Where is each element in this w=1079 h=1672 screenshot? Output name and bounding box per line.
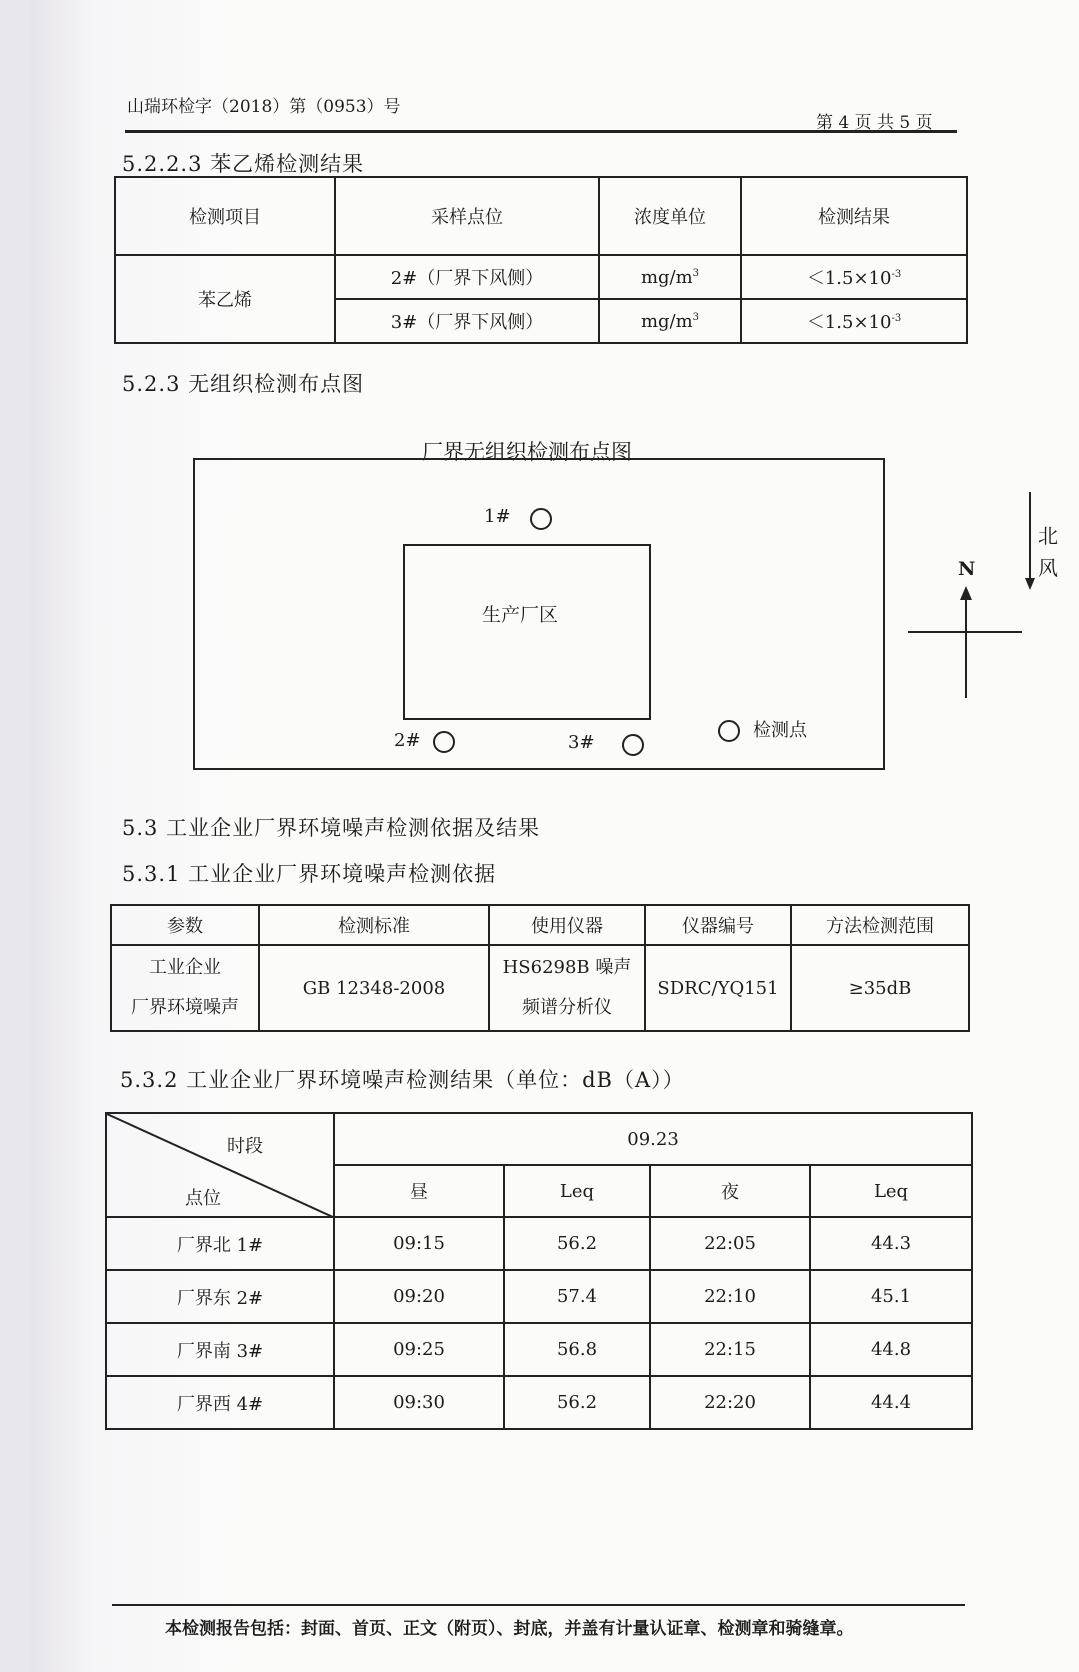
noise-basis-heading: 5.3.1 工业企业厂界环境噪声检测依据 bbox=[122, 862, 497, 886]
th-night-leq: Leq bbox=[810, 1165, 972, 1217]
night-time: 22:10 bbox=[650, 1270, 810, 1323]
day-time: 09:15 bbox=[334, 1217, 504, 1270]
report-page bbox=[30, 0, 1079, 1672]
day-leq: 56.2 bbox=[504, 1376, 650, 1429]
unit-exponent: 3 bbox=[692, 311, 700, 323]
table-row bbox=[106, 1323, 972, 1376]
th-night: 夜 bbox=[650, 1165, 810, 1217]
corner-point-label: 点位 bbox=[185, 1188, 221, 1209]
corner-time-label: 时段 bbox=[227, 1136, 263, 1157]
unit-cell bbox=[599, 299, 741, 343]
unit: mg/m bbox=[640, 310, 693, 332]
result: ＜1.5×10 bbox=[806, 268, 892, 289]
night-time: 22:05 bbox=[650, 1217, 810, 1270]
point-name: 厂界南 3# bbox=[106, 1323, 334, 1376]
wind-label-1: 北 bbox=[1038, 524, 1058, 548]
legend-label: 检测点 bbox=[753, 720, 807, 741]
layout-heading: 5.2.3 无组织检测布点图 bbox=[122, 372, 365, 396]
header-rule bbox=[125, 130, 957, 133]
th-day: 昼 bbox=[334, 1165, 504, 1217]
day-leq: 56.2 bbox=[504, 1217, 650, 1270]
th-range: 方法检测范围 bbox=[791, 905, 969, 945]
day-time: 09:25 bbox=[334, 1323, 504, 1376]
point-label-1: 1# bbox=[484, 506, 511, 527]
th-sampling-point: 采样点位 bbox=[335, 177, 599, 255]
point-name: 厂界北 1# bbox=[106, 1217, 334, 1270]
th-param: 参数 bbox=[111, 905, 259, 945]
noise-result-table bbox=[105, 1112, 973, 1430]
standard: GB 12348-2008 bbox=[259, 945, 489, 1031]
instrument-no: SDRC/YQ151 bbox=[645, 945, 791, 1031]
unit: mg/m bbox=[640, 266, 693, 288]
legend-point-symbol bbox=[718, 720, 740, 742]
date-header: 09.23 bbox=[334, 1113, 972, 1165]
param-cell bbox=[111, 945, 259, 1031]
instrument-cell bbox=[489, 945, 645, 1031]
result-exponent: -3 bbox=[891, 313, 902, 324]
instrument-line-2: 频谱分析仪 bbox=[522, 997, 612, 1018]
night-leq: 44.4 bbox=[810, 1376, 972, 1429]
footer-rule bbox=[112, 1604, 965, 1606]
th-unit: 浓度单位 bbox=[599, 177, 741, 255]
th-item: 检测项目 bbox=[115, 177, 335, 255]
day-leq: 57.4 bbox=[504, 1270, 650, 1323]
th-instrument: 使用仪器 bbox=[489, 905, 645, 945]
monitoring-point-1 bbox=[530, 508, 552, 530]
param-line-2: 厂界环境噪声 bbox=[131, 997, 239, 1018]
monitoring-point-2 bbox=[433, 731, 455, 753]
night-leq: 44.3 bbox=[810, 1217, 972, 1270]
north-label: N bbox=[958, 558, 976, 580]
wind-label-2: 风 bbox=[1038, 556, 1058, 580]
corner-cell bbox=[106, 1113, 334, 1217]
sampling-point: 3#（厂界下风侧） bbox=[335, 299, 599, 343]
styrene-heading: 5.2.2.3 苯乙烯检测结果 bbox=[122, 152, 365, 176]
day-time: 09:20 bbox=[334, 1270, 504, 1323]
layout-title: 厂界无组织检测布点图 bbox=[422, 440, 632, 464]
th-result: 检测结果 bbox=[741, 177, 967, 255]
footer-note: 本检测报告包括：封面、首页、正文（附页）、封底，并盖有计量认证章、检测章和骑缝章。 bbox=[165, 1619, 854, 1639]
table-row bbox=[106, 1217, 972, 1270]
param-line-1: 工业企业 bbox=[149, 957, 221, 978]
night-leq: 45.1 bbox=[810, 1270, 972, 1323]
result-cell bbox=[741, 255, 967, 299]
compass-icon bbox=[900, 480, 1070, 700]
table-row bbox=[106, 1376, 972, 1429]
monitoring-point-3 bbox=[622, 734, 644, 756]
noise-result-heading: 5.3.2 工业企业厂界环境噪声检测结果（单位：dB（A）） bbox=[120, 1068, 685, 1092]
noise-basis-table bbox=[110, 904, 970, 1032]
production-area bbox=[403, 544, 651, 720]
page-info: 第 4 页 共 5 页 bbox=[816, 113, 933, 133]
day-time: 09:30 bbox=[334, 1376, 504, 1429]
production-area-label: 生产厂区 bbox=[482, 604, 559, 626]
point-label-3: 3# bbox=[568, 732, 595, 753]
instrument-line-1: HS6298B 噪声 bbox=[502, 957, 632, 978]
day-leq: 56.8 bbox=[504, 1323, 650, 1376]
night-leq: 44.8 bbox=[810, 1323, 972, 1376]
noise-heading: 5.3 工业企业厂界环境噪声检测依据及结果 bbox=[122, 816, 541, 840]
th-day-leq: Leq bbox=[504, 1165, 650, 1217]
th-instrument-no: 仪器编号 bbox=[645, 905, 791, 945]
table-row bbox=[106, 1270, 972, 1323]
styrene-item: 苯乙烯 bbox=[115, 255, 335, 343]
result: ＜1.5×10 bbox=[806, 312, 892, 333]
night-time: 22:15 bbox=[650, 1323, 810, 1376]
sampling-point: 2#（厂界下风侧） bbox=[335, 255, 599, 299]
detection-range: ≥35dB bbox=[791, 945, 969, 1031]
point-name: 厂界西 4# bbox=[106, 1376, 334, 1429]
night-time: 22:20 bbox=[650, 1376, 810, 1429]
report-number: 山瑞环检字（2018）第（0953）号 bbox=[127, 97, 401, 117]
point-label-2: 2# bbox=[394, 730, 421, 751]
unit-exponent: 3 bbox=[692, 267, 700, 279]
styrene-table bbox=[114, 176, 968, 344]
unit-cell bbox=[599, 255, 741, 299]
result-exponent: -3 bbox=[891, 269, 902, 280]
th-standard: 检测标准 bbox=[259, 905, 489, 945]
point-name: 厂界东 2# bbox=[106, 1270, 334, 1323]
result-cell bbox=[741, 299, 967, 343]
